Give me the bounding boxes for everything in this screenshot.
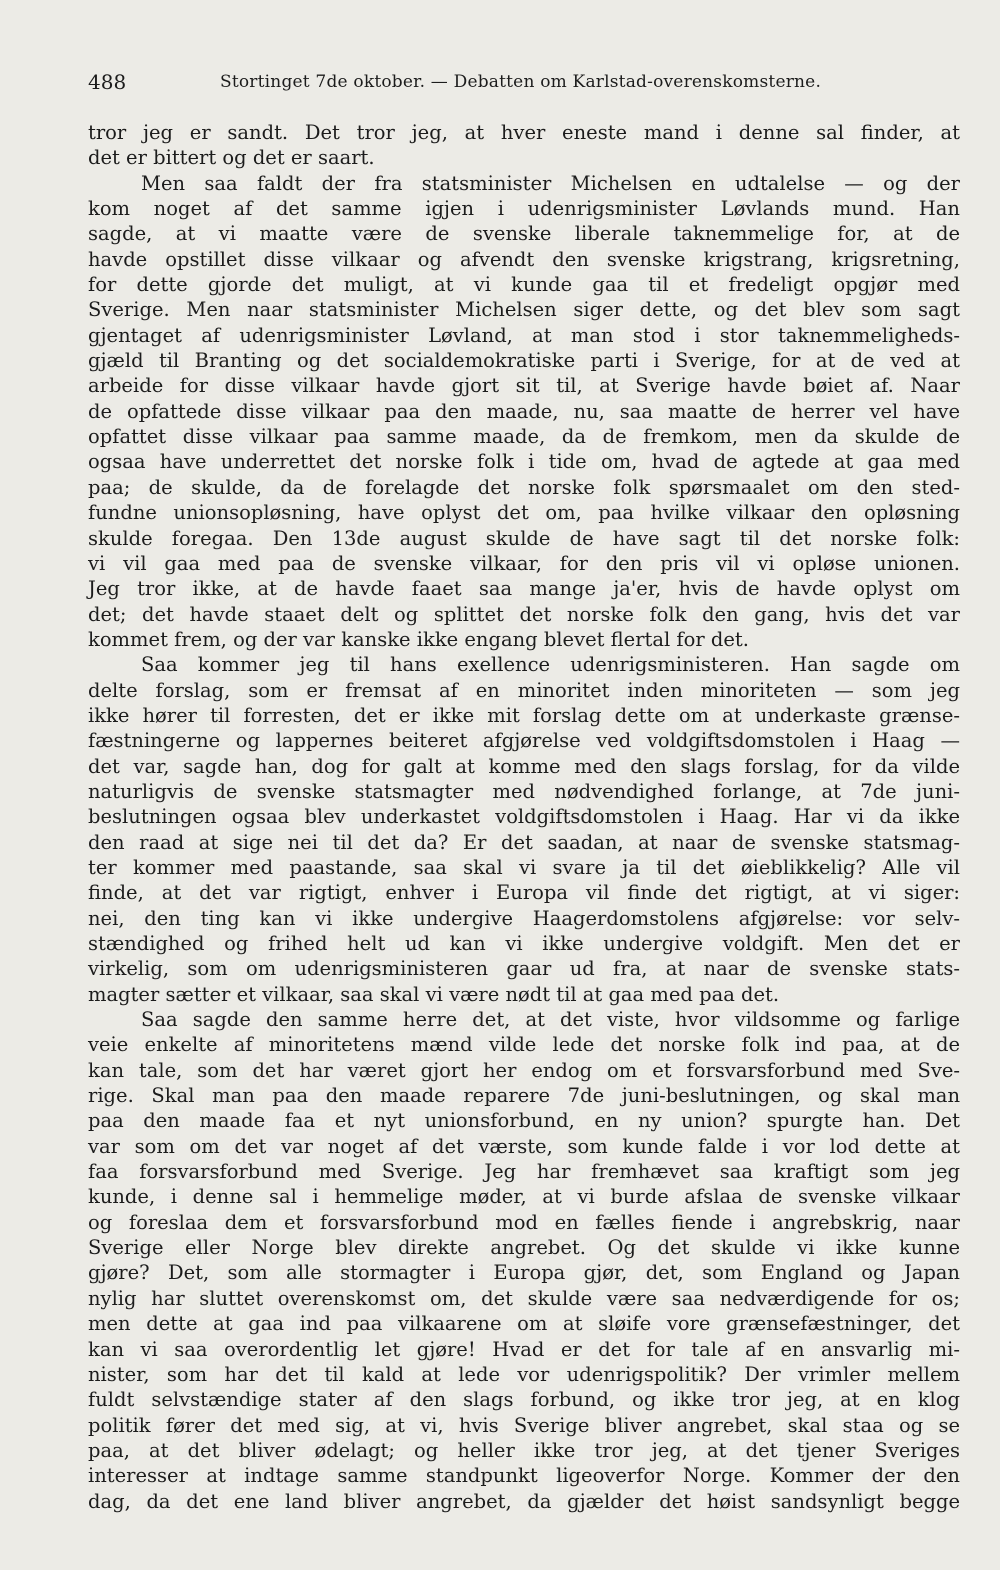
text-line: og foreslaa dem et forsvarsforbund mod en fælles fiende i angrebskrig, naar bbox=[88, 1210, 960, 1234]
text-line: magter sætter et vilkaar, saa skal vi være nødt til at gaa med paa det. bbox=[88, 982, 780, 1006]
text-line: paa; de skulde, da de forelagde det norske folk spørsmaalet om den sted- bbox=[88, 475, 960, 499]
text-line: skulde foregaa. Den 13de august skulde de have sagt til det norske folk: bbox=[88, 526, 960, 550]
text-line: sagde, at vi maatte være de svenske liberale taknemmelige for, at de bbox=[88, 222, 960, 246]
text-line: det; det havde staaet delt og splittet det norske folk den gang, hvis det var bbox=[88, 602, 960, 626]
body-text bbox=[88, 120, 960, 1514]
text-line: fuldt selvstændige stater af den slags forbund, og ikke tror jeg, at en klog bbox=[88, 1388, 960, 1412]
text-line: var som om det var noget af det værste, som kunde falde i vor lod dette at bbox=[88, 1134, 960, 1158]
text-line: kan tale, som det har været gjort her endog om et forsvarsforbund med Sve- bbox=[88, 1058, 960, 1082]
text-line: interesser at indtage samme standpunkt ligeoverfor Norge. Kommer der den bbox=[88, 1464, 960, 1488]
text-line: det var, sagde han, dog for galt at komme med den slags forslag, for da vilde bbox=[88, 754, 960, 778]
text-line: finde, at det var rigtigt, enhver i Europa vil finde det rigtigt, at vi siger: bbox=[88, 881, 960, 905]
text-line: paa, at det bliver ødelagt; og heller ikke tror jeg, at det tjener Sveriges bbox=[88, 1438, 960, 1462]
text-line: Sverige eller Norge blev direkte angrebet. Og det skulde vi ikke kunne bbox=[88, 1236, 960, 1260]
text-line: det er bittert og det er saart. bbox=[88, 146, 375, 170]
text-line: ogsaa have underrettet det norske folk i tide om, hvad de agtede at gaa med bbox=[88, 450, 960, 474]
text-line: for dette gjorde det muligt, at vi kunde gaa til et fredeligt opgjør med bbox=[88, 273, 960, 297]
text-line: gjentaget af udenrigsminister Løvland, at man stod i stor taknemmeligheds- bbox=[88, 323, 960, 347]
text-line: veie enkelte af minoritetens mænd vilde lede det norske folk ind paa, at de bbox=[88, 1033, 960, 1057]
text-line: kom noget af det samme igjen i udenrigsminister Løvlands mund. Han bbox=[88, 197, 960, 221]
text-line: virkelig, som om udenrigsministeren gaar ud fra, at naar de svenske stats- bbox=[88, 957, 960, 981]
text-line: fundne unionsopløsning, have oplyst det om, paa hvilke vilkaar den opløsning bbox=[88, 501, 960, 525]
text-line: delte forslag, som er fremsat af en minoritet inden minoriteten — som jeg bbox=[88, 678, 960, 702]
text-line: de opfattede disse vilkaar paa den maade, nu, saa maatte de herrer vel have bbox=[88, 399, 960, 423]
text-line: beslutningen ogsaa blev underkastet voldgiftsdomstolen i Haag. Har vi da ikke bbox=[88, 805, 960, 829]
text-line: kan vi saa overordentlig let gjøre! Hvad er det for tale af en ansvarlig mi- bbox=[88, 1337, 960, 1361]
running-title: Stortinget 7de oktober. — Debatten om Karlstad-overenskomsterne. bbox=[220, 72, 822, 92]
text-line: gjøre? Det, som alle stormagter i Europa gjør, det, som England og Japan bbox=[88, 1261, 960, 1285]
text-line: gjæld til Branting og det socialdemokratiske parti i Sverige, for at de ved at bbox=[88, 349, 960, 373]
text-line: politik fører det med sig, at vi, hvis Sverige bliver angrebet, skal staa og se bbox=[88, 1413, 960, 1437]
text-line: nister, som har det til kald at lede vor udenrigspolitik? Der vrimler mellem bbox=[88, 1362, 960, 1386]
text-line: kunde, i denne sal i hemmelige møder, at vi burde afslaa de svenske vilkaar bbox=[88, 1185, 960, 1209]
text-line: dag, da det ene land bliver angrebet, da gjælder det høist sandsynligt begge bbox=[88, 1489, 960, 1513]
text-line: havde opstillet disse vilkaar og afvendt den svenske krigstrang, krigsretning, bbox=[88, 247, 960, 271]
paragraph-start-line: Saa kommer jeg til hans exellence udenrigsministeren. Han sagde om bbox=[141, 653, 960, 677]
text-line: Sverige. Men naar statsminister Michelsen siger dette, og det blev som sagt bbox=[88, 298, 960, 322]
text-line: ikke hører til forresten, det er ikke mit forslag dette om at underkaste grænse- bbox=[88, 703, 960, 727]
text-line: opfattet disse vilkaar paa samme maade, da de fremkom, men da skulde de bbox=[88, 425, 960, 449]
text-line: men dette at gaa ind paa vilkaarene om at sløife vore grænsefæstninger, det bbox=[88, 1312, 960, 1336]
running-header bbox=[88, 70, 958, 94]
text-line: fæstningerne og lappernes beiteret afgjørelse ved voldgiftsdomstolen i Haag — bbox=[88, 729, 960, 753]
text-line: nylig har sluttet overenskomst om, det skulde være saa nedværdigende for os; bbox=[88, 1286, 960, 1310]
text-line: paa den maade faa et nyt unionsforbund, en ny union? spurgte han. Det bbox=[88, 1109, 960, 1133]
text-line: vi vil gaa med paa de svenske vilkaar, for den pris vil vi opløse unionen. bbox=[88, 551, 960, 575]
paragraph-start-line: Saa sagde den samme herre det, at det viste, hvor vildsomme og farlige bbox=[141, 1008, 960, 1032]
page-number: 488 bbox=[88, 70, 127, 94]
text-line: stændighed og frihed helt ud kan vi ikke undergive voldgift. Men det er bbox=[88, 932, 960, 955]
text-line: kommet frem, og der var kanske ikke engang blevet flertal for det. bbox=[88, 627, 749, 651]
text-line: tror jeg er sandt. Det tror jeg, at hver eneste mand i denne sal finder, at bbox=[88, 121, 960, 144]
text-line: Jeg tror ikke, at de havde faaet saa mange ja'er, hvis de havde oplyst om bbox=[88, 577, 960, 601]
paragraph-start-line: Men saa faldt der fra statsminister Michelsen en udtalelse — og der bbox=[141, 171, 960, 195]
text-line: faa forsvarsforbund med Sverige. Jeg har fremhævet saa kraftigt som jeg bbox=[88, 1160, 960, 1184]
text-line: den raad at sige nei til det da? Er det saadan, at naar de svenske statsmag- bbox=[88, 830, 960, 854]
text-line: rige. Skal man paa den maade reparere 7de juni-beslutningen, og skal man bbox=[88, 1084, 960, 1108]
text-line: ter kommer med paastande, saa skal vi svare ja til det øieblikkelig? Alle vil bbox=[88, 855, 960, 879]
text-line: naturligvis de svenske statsmagter med nødvendighed forlange, at 7de juni- bbox=[88, 779, 960, 803]
text-line: arbeide for disse vilkaar havde gjort sit til, at Sverige havde bøiet af. Naar bbox=[88, 374, 960, 398]
text-line: nei, den ting kan vi ikke undergive Haagerdomstolens afgjørelse: vor selv- bbox=[88, 906, 960, 930]
